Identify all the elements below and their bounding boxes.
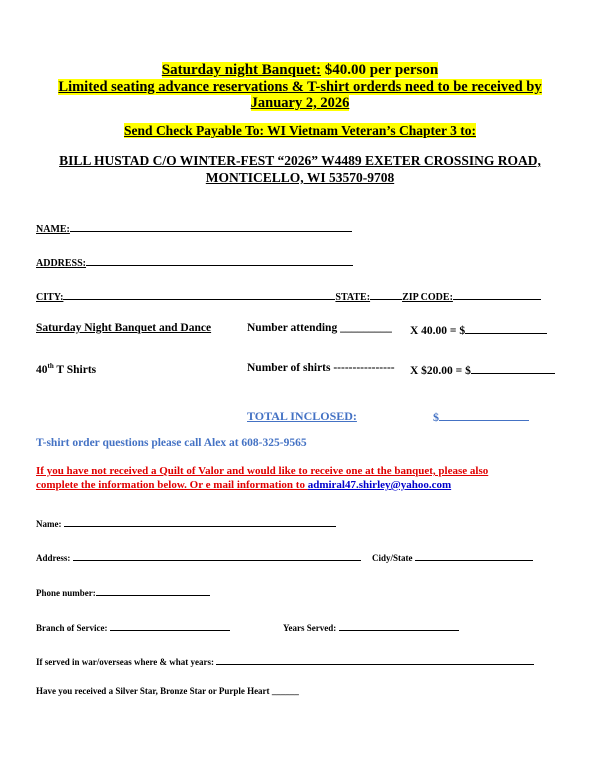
quilt-phone-label: Phone number: <box>36 588 96 598</box>
quilt-branch-field[interactable] <box>110 619 230 631</box>
quilt-notice-line1: If you have not received a Quilt of Valor and would like to receive one at the banquet, please also <box>36 465 489 477</box>
total-dollar: $ <box>433 410 439 424</box>
attending-price: X 40.00 = $ <box>410 322 547 337</box>
tshirt-questions: T-shirt order questions please call Alex at 608-325-9565 <box>36 437 307 449</box>
quilt-branch-row <box>36 619 230 633</box>
quilt-name-label: Name: <box>36 519 62 529</box>
quilt-city-state-label: Cidy/State <box>372 553 413 563</box>
banquet-row-label: Saturday Night Banquet and Dance <box>36 322 212 334</box>
name-label: NAME: <box>36 224 70 235</box>
quilt-name-row <box>36 515 336 529</box>
address-label: ADDRESS: <box>36 258 87 269</box>
quilt-years-row <box>283 619 459 633</box>
city-row <box>36 288 541 303</box>
banquet-label: Saturday night Banquet: <box>161 62 321 78</box>
total-field[interactable] <box>439 409 529 421</box>
shirts-label: Number of shirts ---------------- <box>247 362 395 374</box>
mailing-address-line2: MONTICELLO, WI 53570-9708 <box>205 170 395 185</box>
shirts-price: X $20.00 = $ <box>410 362 555 377</box>
address-row <box>36 254 353 269</box>
banquet-price-line <box>0 62 600 79</box>
attending-label: Number attending <box>247 322 341 334</box>
city-field[interactable] <box>63 288 335 300</box>
quilt-years-field[interactable] <box>339 619 459 631</box>
state-label: STATE: <box>335 292 371 303</box>
city-label: CITY: <box>36 292 64 303</box>
quilt-notice-line2: complete the information below. Or e mail information to admiral47.shirley@yahoo.com <box>36 479 452 491</box>
total-row <box>433 409 529 425</box>
quilt-branch-label: Branch of Service: <box>36 623 108 633</box>
quilt-medal-label: Have you received a Silver Star, Bronze Star or Purple Heart <box>36 686 270 696</box>
quilt-war-row <box>36 653 534 667</box>
quilt-phone-field[interactable] <box>96 584 210 596</box>
quilt-war-field[interactable] <box>216 653 534 665</box>
total-label: TOTAL INCLOSED: <box>247 409 357 423</box>
zip-field[interactable] <box>453 288 541 300</box>
shirts-amount-field[interactable] <box>471 362 555 374</box>
payable-line: Send Check Payable To: WI Vietnam Veteran’s Chapter 3 to: <box>124 123 476 138</box>
banquet-price: $40.00 per person <box>320 62 439 78</box>
quilt-war-label: If served in war/overseas where & what years: <box>36 657 215 667</box>
quilt-address-row <box>36 549 361 563</box>
quilt-email-link[interactable]: admiral47.shirley@yahoo.com <box>307 479 452 491</box>
quilt-medal-field[interactable]: ______ <box>271 686 299 696</box>
quilt-city-state-field[interactable] <box>415 549 533 561</box>
zip-label: ZIP CODE: <box>402 292 453 303</box>
attending-field[interactable]: _________ <box>340 322 392 334</box>
quilt-city-state-row <box>372 549 533 563</box>
address-field[interactable] <box>86 254 353 266</box>
tshirt-row-label: 40th T Shirts <box>36 362 97 376</box>
state-field[interactable] <box>370 288 402 300</box>
limited-seating-line1: Limited seating advance reservations & T-shirt orderds need to be received by <box>58 79 542 95</box>
mailing-address-line1: BILL HUSTAD C/O WINTER-FEST “2026” W4489 EXETER CROSSING ROAD, <box>59 153 541 168</box>
quilt-phone-row <box>36 584 210 598</box>
limited-seating-line2: January 2, 2026 <box>250 95 350 111</box>
banquet-amount-field[interactable] <box>465 322 547 334</box>
attending-row <box>247 322 392 334</box>
quilt-medal-row <box>36 686 299 696</box>
quilt-address-field[interactable] <box>73 549 361 561</box>
name-row <box>36 220 352 235</box>
quilt-years-label: Years Served: <box>283 623 337 633</box>
name-field[interactable] <box>70 220 352 232</box>
quilt-address-label: Address: <box>36 553 71 563</box>
quilt-name-field[interactable] <box>64 515 336 527</box>
